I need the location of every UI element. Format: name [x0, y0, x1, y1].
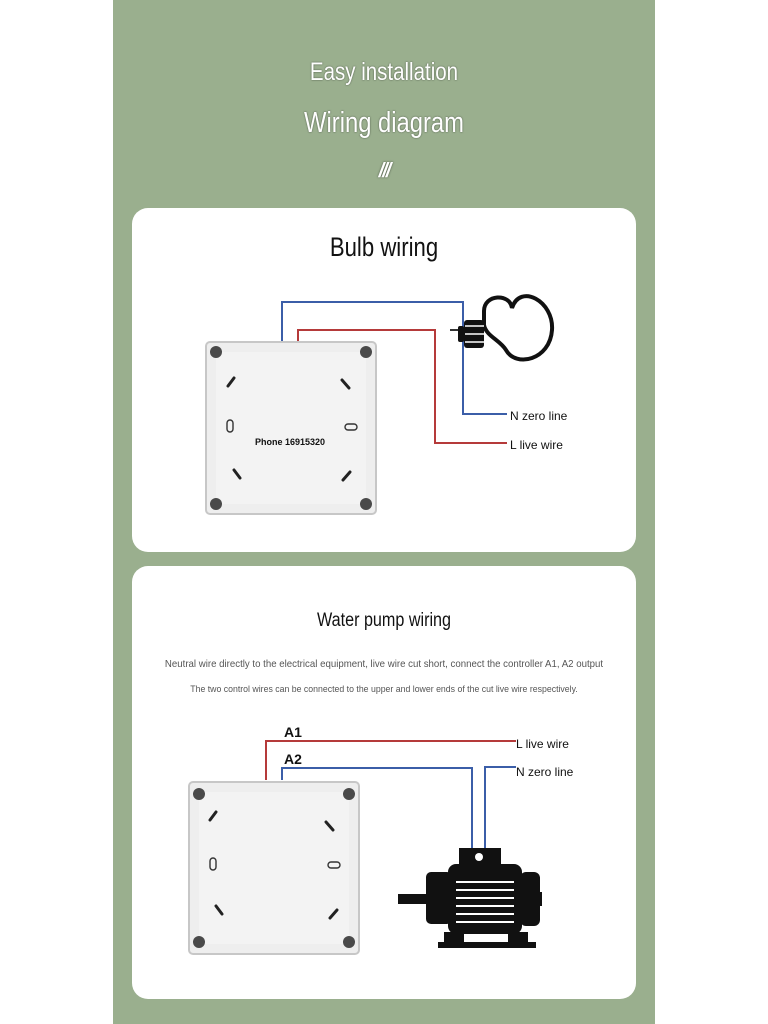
header-title: Easy installation: [309, 58, 459, 86]
bulb-wiring-title: Bulb wiring: [329, 232, 439, 262]
a1-label: A1: [284, 724, 302, 740]
pump-wiring-card: [132, 566, 636, 999]
bulb-l-label: L live wire: [510, 438, 563, 452]
pump-note-2: The two control wires can be connected to the upper and lower ends of the cut live wire respectively.: [190, 684, 578, 695]
header-subtitle: Wiring diagram: [304, 107, 464, 139]
bulb-n-label: N zero line: [510, 409, 568, 423]
electric-motor-icon: [398, 848, 542, 948]
pump-note-1: Neutral wire directly to the electrical equipment, live wire cut short, connect the controller A1, A2 output: [164, 658, 604, 670]
pump-wiring-title: Water pump wiring: [316, 610, 452, 631]
a2-label: A2: [284, 751, 302, 767]
device-phone-text: Phone 16915320: [254, 437, 326, 447]
switch-module-icon: [206, 342, 376, 514]
pump-n-label: N zero line: [516, 765, 574, 779]
switch-module-icon: [189, 782, 359, 954]
pump-l-label: L live wire: [516, 737, 569, 751]
bulb-wiring-card: [132, 208, 636, 552]
pump-wiring-diagram: [132, 566, 636, 999]
header-divider: ///: [378, 160, 390, 182]
light-bulb-icon: [458, 296, 552, 359]
a1-live-wire: [266, 741, 516, 780]
neutral-wire-pump: [485, 767, 516, 850]
bulb-wiring-diagram: [132, 208, 636, 552]
